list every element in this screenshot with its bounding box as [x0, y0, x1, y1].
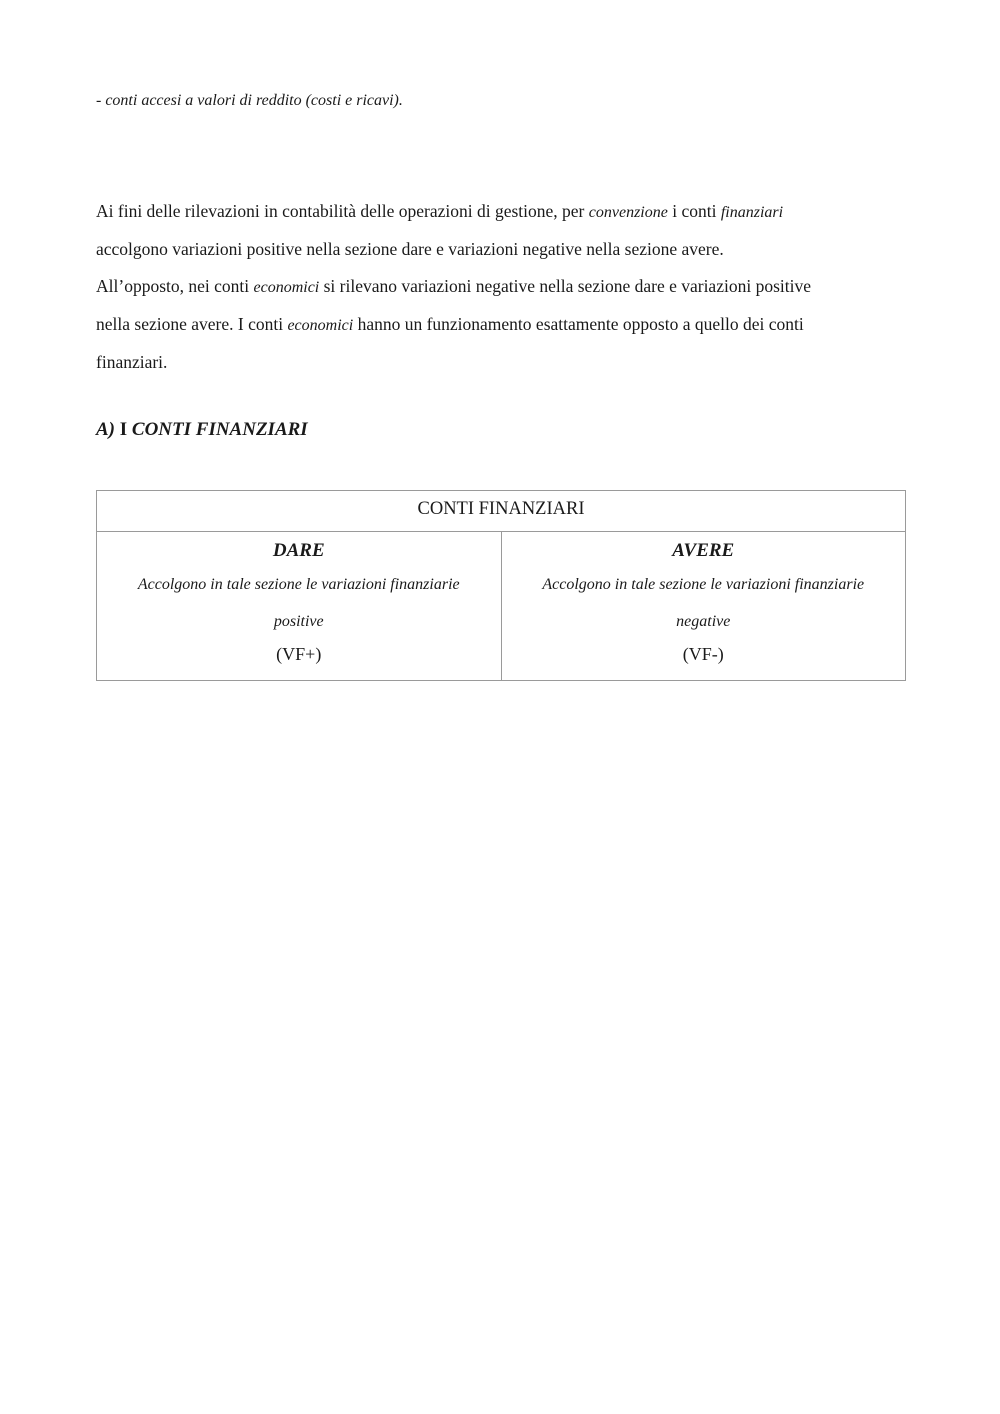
- dare-description: Accolgono in tale sezione le variazioni finanziarie positive: [137, 576, 460, 630]
- avere-description: Accolgono in tale sezione le variazioni finanziarie negative: [542, 576, 865, 630]
- italic-term-economici: economici: [253, 279, 320, 296]
- text-run: nella sezione avere. I conti: [96, 314, 288, 334]
- paragraph-line-3: [96, 268, 906, 306]
- heading-prefix: A): [96, 419, 115, 440]
- avere-cell: [501, 532, 906, 681]
- table-header: CONTI FINANZIARI: [97, 491, 906, 532]
- conti-finanziari-table: [96, 490, 906, 681]
- italic-term-convenzione: convenzione: [588, 204, 668, 221]
- table-header-row: [97, 491, 906, 532]
- list-item-reddito: - conti accesi a valori di reddito (costi e ricavi).: [96, 92, 403, 109]
- text-run: Ai fini delle rilevazioni in contabilità delle operazioni di gestione, per: [96, 201, 589, 221]
- section-heading: [96, 417, 308, 443]
- avere-title: AVERE: [672, 540, 735, 561]
- table-row: [97, 532, 906, 681]
- italic-term-finanziari: finanziari: [720, 204, 784, 221]
- body-paragraph: [96, 193, 906, 381]
- paragraph-line-1: [96, 193, 906, 231]
- dare-code: (VF+): [276, 644, 322, 664]
- text-run: i conti: [667, 201, 721, 221]
- heading-title: CONTI FINANZIARI: [131, 419, 308, 440]
- paragraph-line-4: [96, 306, 906, 344]
- italic-term-economici: economici: [287, 317, 354, 334]
- text-run: si rilevano variazioni negative nella sezione dare e variazioni positive: [319, 276, 811, 296]
- text-run: All’opposto, nei conti: [96, 276, 254, 296]
- paragraph-line-2: accolgono variazioni positive nella sezione dare e variazioni negative nella sezione avere.: [96, 239, 724, 259]
- text-run: hanno un funzionamento esattamente opposto a quello dei conti: [353, 314, 804, 334]
- avere-code: (VF-): [682, 644, 724, 664]
- dare-title: DARE: [272, 540, 325, 561]
- paragraph-line-5: finanziari.: [96, 352, 168, 372]
- dare-cell: [97, 532, 502, 681]
- heading-article: I: [115, 419, 132, 440]
